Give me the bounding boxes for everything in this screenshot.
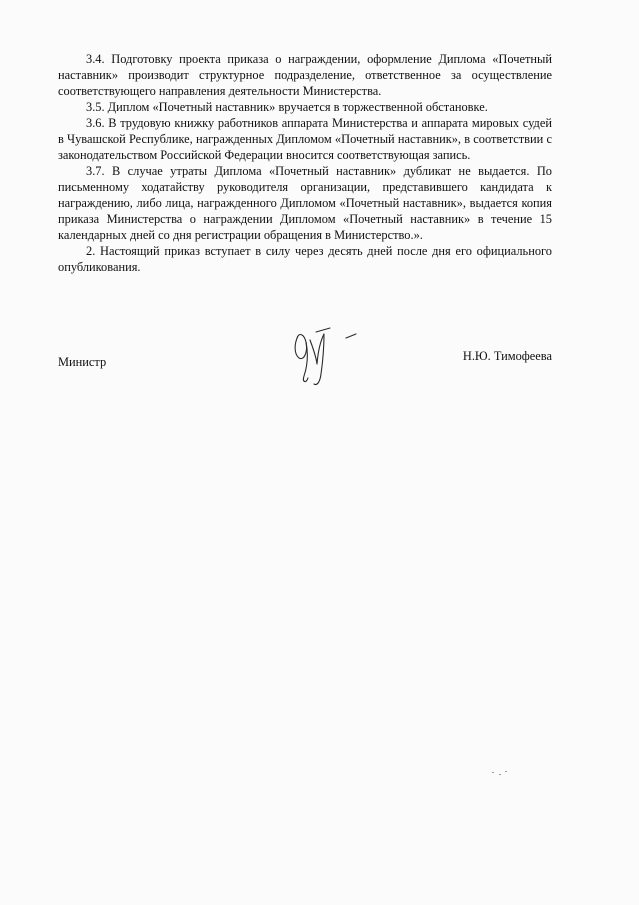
- paragraph-3-5: 3.5. Диплом «Почетный наставник» вручается в торжественной обстановке.: [86, 100, 488, 114]
- scan-speck: [492, 772, 494, 773]
- scan-speck: [505, 771, 507, 772]
- paragraph-3-7: 3.7. В случае утраты Диплома «Почетный наставник» дубликат не выдается. По письменному ходатайству руководителя организации, представившего кандидата к награждению, либо лица, награжденного Дипломом «Почетный наставник», выдается копия приказа Министерства о награждении Дипломом «Почетный наставник» в течение 15 календарных дней со дня регистрации обращения в Министерство.».: [58, 164, 552, 242]
- signatory-title: Министр: [58, 355, 107, 369]
- signature-stroke-4: [314, 334, 324, 385]
- paragraph-3-4: 3.4. Подготовку проекта приказа о награждении, оформление Диплома «Почетный наставник» производит структурное подразделение, ответственное за осуществление соответствующего направления деятельности Министерства.: [58, 52, 552, 98]
- paragraph-3-6: 3.6. В трудовую книжку работников аппарата Министерства и аппарата мировых судей в Чувашской Республике, награжденных Дипломом «Почетный наставник», в соответствии с законодательством Российской Федерации вносится соответствующая запись.: [58, 116, 552, 162]
- signature-stroke-2: [303, 342, 308, 382]
- scan-speck: [499, 774, 501, 775]
- signature-stroke-3: [310, 334, 324, 364]
- paragraph-2: 2. Настоящий приказ вступает в силу через десять дней после дня его официального опубликования.: [58, 244, 552, 274]
- signature-stroke-1: [295, 335, 306, 359]
- handwritten-signature: [286, 322, 366, 388]
- signature-stroke-6: [346, 334, 356, 338]
- signatory-name: Н.Ю. Тимофеева: [462, 349, 552, 363]
- document-body: [58, 51, 552, 275]
- signature-stroke-5: [316, 328, 330, 332]
